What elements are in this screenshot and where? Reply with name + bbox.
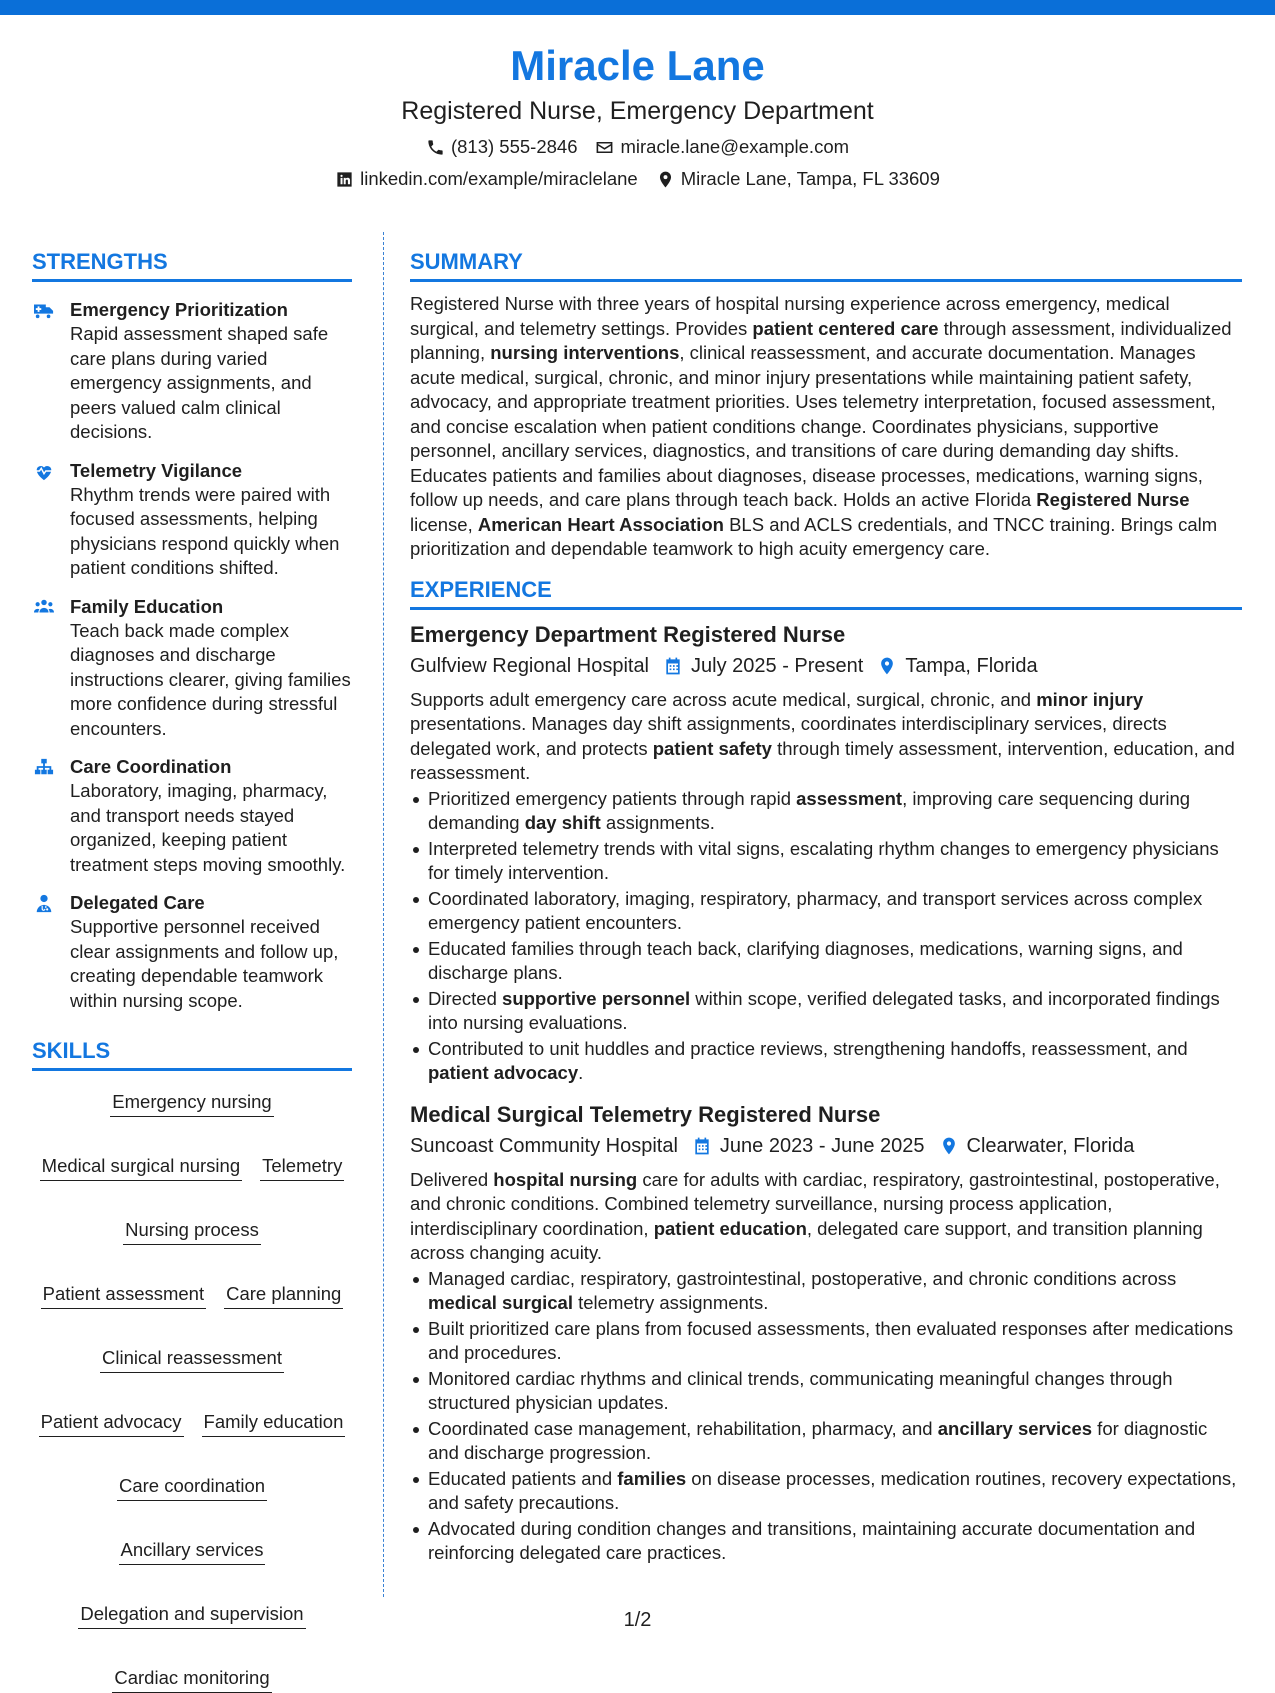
text-run: Coordinated case management, rehabilitation, pharmacy, and <box>428 1417 938 1439</box>
strength-title: Family Education <box>70 595 224 617</box>
column-divider <box>383 232 384 1597</box>
contact-row-1 <box>0 134 1275 160</box>
skill-tag: Patient advocacy <box>39 1409 184 1437</box>
strength-item <box>32 459 352 581</box>
calendar-icon <box>663 656 683 676</box>
text-run: Prioritized emergency patients through rapid <box>428 787 797 809</box>
bold-phrase: ancillary services <box>937 1417 1093 1439</box>
strength-description: Teach back made complex diagnoses and discharge instructions clearer, giving families more confidence during stressful encounters. <box>70 619 351 739</box>
list-item <box>410 787 1242 836</box>
text-run: Interpreted telemetry trends with vital signs, escalating rhythm changes to emergency physicians for timely intervention. <box>428 837 1219 883</box>
list-item <box>410 937 1242 986</box>
skill-tag: Family education <box>202 1409 346 1437</box>
phone-text: (813) 555-2846 <box>450 136 578 157</box>
text-run: Educated families through teach back, clarifying diagnoses, medications, warning signs, and discharge plans. <box>428 937 1183 983</box>
text-run: Educated patients and <box>428 1467 618 1489</box>
strengths-heading: STRENGTHS <box>32 248 352 282</box>
text-run: license, <box>410 513 478 535</box>
text-run: Managed cardiac, respiratory, gastrointestinal, postoperative, and chronic conditions across <box>428 1267 1177 1289</box>
skill-tag: Telemetry <box>260 1153 344 1181</box>
list-item <box>410 1517 1242 1566</box>
skill-tag: Patient assessment <box>41 1281 206 1309</box>
list-item <box>410 1367 1242 1416</box>
text-run: Delivered <box>410 1168 494 1190</box>
email-contact[interactable] <box>595 134 849 160</box>
map-pin-icon <box>939 1136 959 1156</box>
text-run: on disease processes, medication routines, recovery expectations, and safety precautions. <box>428 1467 1237 1513</box>
linkedin-icon <box>335 170 354 189</box>
text-run: presentations. Manages day shift assignments, coordinates interdisciplinary services, directs delegated work, and protects <box>410 713 1167 759</box>
job-dates: June 2023 - June 2025 <box>719 1134 925 1157</box>
location-contact <box>656 166 940 192</box>
bold-phrase: American Heart Association <box>477 513 724 535</box>
list-item <box>410 837 1242 886</box>
list-item <box>410 1037 1242 1086</box>
text-run: Monitored cardiac rhythms and clinical trends, communicating meaningful changes through structured physician updates. <box>428 1367 1173 1413</box>
text-run: Supports adult emergency care across acute medical, surgical, chronic, and <box>410 688 1037 710</box>
list-item <box>410 887 1242 936</box>
jobs-list <box>410 620 1242 1566</box>
bold-phrase: medical surgical <box>428 1292 573 1313</box>
strengths-list <box>32 298 352 1013</box>
skills-heading: SKILLS <box>32 1037 352 1071</box>
strength-description: Supportive personnel received clear assignments and follow up, creating dependable teamwork within nursing scope. <box>70 916 339 1011</box>
strength-title: Delegated Care <box>70 892 205 913</box>
text-run: , clinical reassessment, and accurate documentation. Manages acute medical, surgical, chronic, and minor injury presentations while maintaining patient safety, advocacy, and appropriate treatment priorities. Uses telemetry interpretation, focused assessment, and concise escalation when patient conditions change. Coordinates physicians, supportive personnel, ancillary services, diagnostics, and transitions of care during demanding day shifts. Educates patients and families about diagnoses, disease processes, medications, warning signs, follow up needs, and care plans through teach back. Holds an active Florida <box>410 342 1216 510</box>
candidate-name: Miracle Lane <box>510 42 765 89</box>
skill-tag: Medical surgical nursing <box>40 1153 242 1181</box>
job-entry <box>410 620 1242 1086</box>
bold-phrase: supportive personnel <box>502 987 691 1009</box>
job-description <box>410 688 1242 786</box>
job-location: Clearwater, Florida <box>966 1134 1135 1157</box>
strength-item <box>32 595 352 742</box>
text-run: care for adults with cardiac, respiratory, gastrointestinal, postoperative, and chronic conditions. Combined telemetry surveillance, nursing process application, interdisciplinary coordination, <box>410 1168 1220 1239</box>
strength-item <box>32 755 352 877</box>
bold-phrase: Registered Nurse <box>1036 489 1190 510</box>
bold-phrase: day shift <box>524 812 601 833</box>
text-run: through timely assessment, intervention, education, and reassessment. <box>410 737 1235 783</box>
bold-phrase: patient centered care <box>752 317 939 339</box>
job-bullets <box>410 1267 1242 1566</box>
job-dates: July 2025 - Present <box>691 654 864 677</box>
text-run: Directed <box>428 987 503 1009</box>
text-run: Built prioritized care plans from focused assessments, then evaluated responses after medications and procedures. <box>428 1317 1234 1363</box>
linkedin-contact[interactable] <box>335 166 638 192</box>
text-run: , delegated care support, and transition planning across changing acuity. <box>410 1217 1203 1263</box>
list-item <box>410 1317 1242 1366</box>
skills-list <box>32 1089 352 1693</box>
bold-phrase: hospital nursing <box>493 1168 638 1190</box>
skill-tag: Care planning <box>224 1281 343 1309</box>
skill-tag: Emergency nursing <box>110 1089 273 1117</box>
people-group-icon <box>32 597 56 617</box>
skill-tag: Ancillary services <box>119 1537 266 1565</box>
text-run: for diagnostic and discharge progression. <box>428 1417 1208 1463</box>
email-text[interactable]: miracle.lane@example.com <box>620 136 850 157</box>
page-number: 1/2 <box>623 1609 652 1631</box>
bold-phrase: minor injury <box>1036 688 1144 710</box>
text-run: . <box>578 1062 584 1083</box>
job-bullets <box>410 787 1242 1086</box>
job-description <box>410 1168 1242 1266</box>
bold-phrase: assessment <box>796 787 903 809</box>
resume-header <box>0 40 1275 192</box>
phone-contact <box>426 134 578 160</box>
envelope-icon <box>595 138 614 157</box>
text-run: Contributed to unit huddles and practice reviews, strengthening handoffs, reassessment, and <box>428 1037 1188 1059</box>
list-item <box>410 987 1242 1036</box>
linkedin-text[interactable]: linkedin.com/example/miraclelane <box>360 168 638 189</box>
strength-title: Telemetry Vigilance <box>70 459 243 481</box>
text-run: within scope, verified delegated tasks, and incorporated findings into nursing evaluations. <box>428 987 1220 1033</box>
calendar-icon <box>692 1136 712 1156</box>
location-text: Miracle Lane, Tampa, FL 33609 <box>680 168 940 189</box>
list-item <box>410 1267 1242 1316</box>
contact-row-2 <box>0 166 1275 192</box>
bold-phrase: families <box>617 1467 687 1489</box>
text-run: Registered Nurse with three years of hospital nursing experience across emergency, medical surgical, and telemetry settings. Provides <box>410 293 1170 339</box>
text-run: through assessment, individualized planning, <box>410 317 1232 363</box>
sitemap-icon <box>32 757 56 777</box>
employer-name: Suncoast Community Hospital <box>410 1134 678 1157</box>
text-run: telemetry assignments. <box>572 1292 769 1313</box>
text-run: BLS and ACLS credentials, and TNCC training. Brings calm prioritization and dependable teamwork to high acuity emergency care. <box>410 513 1218 559</box>
strength-title: Emergency Prioritization <box>70 299 288 320</box>
right-column <box>410 248 1242 1567</box>
map-pin-icon <box>877 656 897 676</box>
job-entry <box>410 1100 1242 1566</box>
text-run: Advocated during condition changes and transitions, maintaining accurate documentation and reinforcing delegated care practices. <box>428 1517 1196 1563</box>
job-meta <box>410 652 1242 680</box>
strength-description: Rapid assessment shaped safe care plans during varied emergency assignments, and peers valued calm clinical decisions. <box>70 323 329 442</box>
phone-icon <box>426 138 445 157</box>
list-item <box>410 1417 1242 1466</box>
skill-tag: Delegation and supervision <box>78 1601 305 1629</box>
ambulance-icon <box>32 300 56 320</box>
text-run: , improving care sequencing during demanding <box>428 787 1191 833</box>
skill-tag: Cardiac monitoring <box>112 1665 271 1693</box>
job-meta <box>410 1132 1242 1160</box>
strength-item <box>32 891 352 1013</box>
left-column <box>32 248 352 1693</box>
job-title: Emergency Department Registered Nurse <box>410 621 846 647</box>
bold-phrase: nursing interventions <box>490 342 680 363</box>
skill-tag: Nursing process <box>123 1217 261 1245</box>
user-doctor-icon <box>32 893 56 913</box>
text-run: assignments. <box>600 812 715 833</box>
job-location: Tampa, Florida <box>905 654 1038 677</box>
candidate-role: Registered Nurse, Emergency Department <box>401 97 874 125</box>
bold-phrase: patient advocacy <box>428 1062 579 1083</box>
bold-phrase: patient safety <box>652 737 772 759</box>
bold-phrase: patient education <box>653 1217 807 1239</box>
strength-title: Care Coordination <box>70 756 232 777</box>
list-item <box>410 1467 1242 1516</box>
text-run: Coordinated laboratory, imaging, respiratory, pharmacy, and transport services across complex emergency patient encounters. <box>428 887 1203 933</box>
strength-description: Rhythm trends were paired with focused assessments, helping physicians respond quickly when patient conditions shifted. <box>70 483 340 578</box>
skill-tag: Clinical reassessment <box>100 1345 284 1373</box>
map-pin-icon <box>656 170 675 189</box>
experience-heading: EXPERIENCE <box>410 576 1242 610</box>
skill-tag: Care coordination <box>117 1473 267 1501</box>
summary-text <box>410 292 1242 562</box>
strength-item <box>32 298 352 445</box>
heart-pulse-icon <box>32 461 56 481</box>
job-title: Medical Surgical Telemetry Registered Nurse <box>410 1101 881 1127</box>
employer-name: Gulfview Regional Hospital <box>410 654 650 677</box>
summary-heading: SUMMARY <box>410 248 1242 282</box>
top-accent-bar <box>0 0 1275 15</box>
strength-description: Laboratory, imaging, pharmacy, and transport needs stayed organized, keeping patient treatment steps moving smoothly. <box>70 780 346 875</box>
